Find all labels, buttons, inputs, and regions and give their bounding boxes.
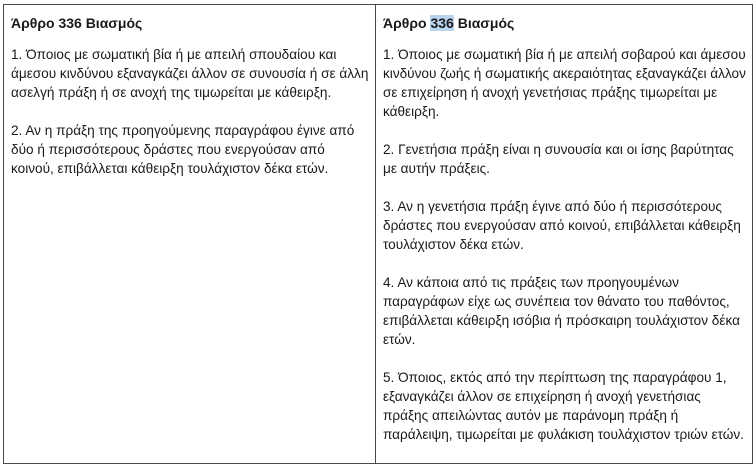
new-paragraph-5: 5. Όποιος, εκτός από την περίπτωση της παραγράφου 1, εξαναγκάζει άλλον σε επιχείρηση ή ανοχή γενετήσιας πράξης απειλώντας αυτόν με παράνομη πράξη ή παράλειψη, τιμωρείται με φυλάκιση τουλάχιστον τριών ετών. [383,370,744,442]
highlighted-article-number: 336 [430,15,454,31]
new-law-column [376,5,752,463]
new-paragraph-3: 3. Αν η γενετήσια πράξη έγινε από δύο ή περισσότερους δράστες που ενεργούσαν από κοινού, επιβάλλεται κάθειρξη τουλάχιστον δέκα ετών. [383,199,741,252]
old-law-column [4,5,376,463]
old-paragraph-2: 2. Αν η πράξη της προηγούμενης παραγράφου έγινε από δύο ή περισσότερους δράστες που ενεργούσαν από κοινού, επιβάλλεται κάθειρξη τουλάχιστον δέκα ετών. [11,123,355,176]
old-article-heading: Άρθρο 336 Βιασμός [11,15,143,31]
comparison-table [3,4,753,464]
new-heading-suffix: Βιασμός [453,15,515,31]
new-heading-prefix: Άρθρο [383,15,431,31]
old-paragraph-1: 1. Όποιος με σωματική βία ή με απειλή σπουδαίου και άμεσου κινδύνου εξαναγκάζει άλλον σε συνουσία ή σε άλλη ασελγή πράξη ή σε ανοχή της τιμωρείται με κάθειρξη. [11,47,369,100]
new-paragraph-4: 4. Αν κάποια από τις πράξεις των προηγουμένων παραγράφων είχε ως συνέπεια τον θάνατο του παθόντος, επιβάλλεται κάθειρξη ισόβια ή πρόσκαιρη τουλάχιστον δέκα ετών. [383,275,740,347]
new-article-heading [383,14,746,33]
new-paragraph-1: 1. Όποιος με σωματική βία ή με απειλή σοβαρού και άμεσου κινδύνου ζωής ή σωματικής ακεραιότητας εξαναγκάζει άλλον σε επιχείρηση ή ανοχή γενετήσιας πράξης τιμωρείται με κάθειρξη. [383,47,746,119]
new-paragraph-2: 2. Γενετήσια πράξη είναι η συνουσία και οι ίσης βαρύτητας με αυτήν πράξεις. [383,142,734,176]
